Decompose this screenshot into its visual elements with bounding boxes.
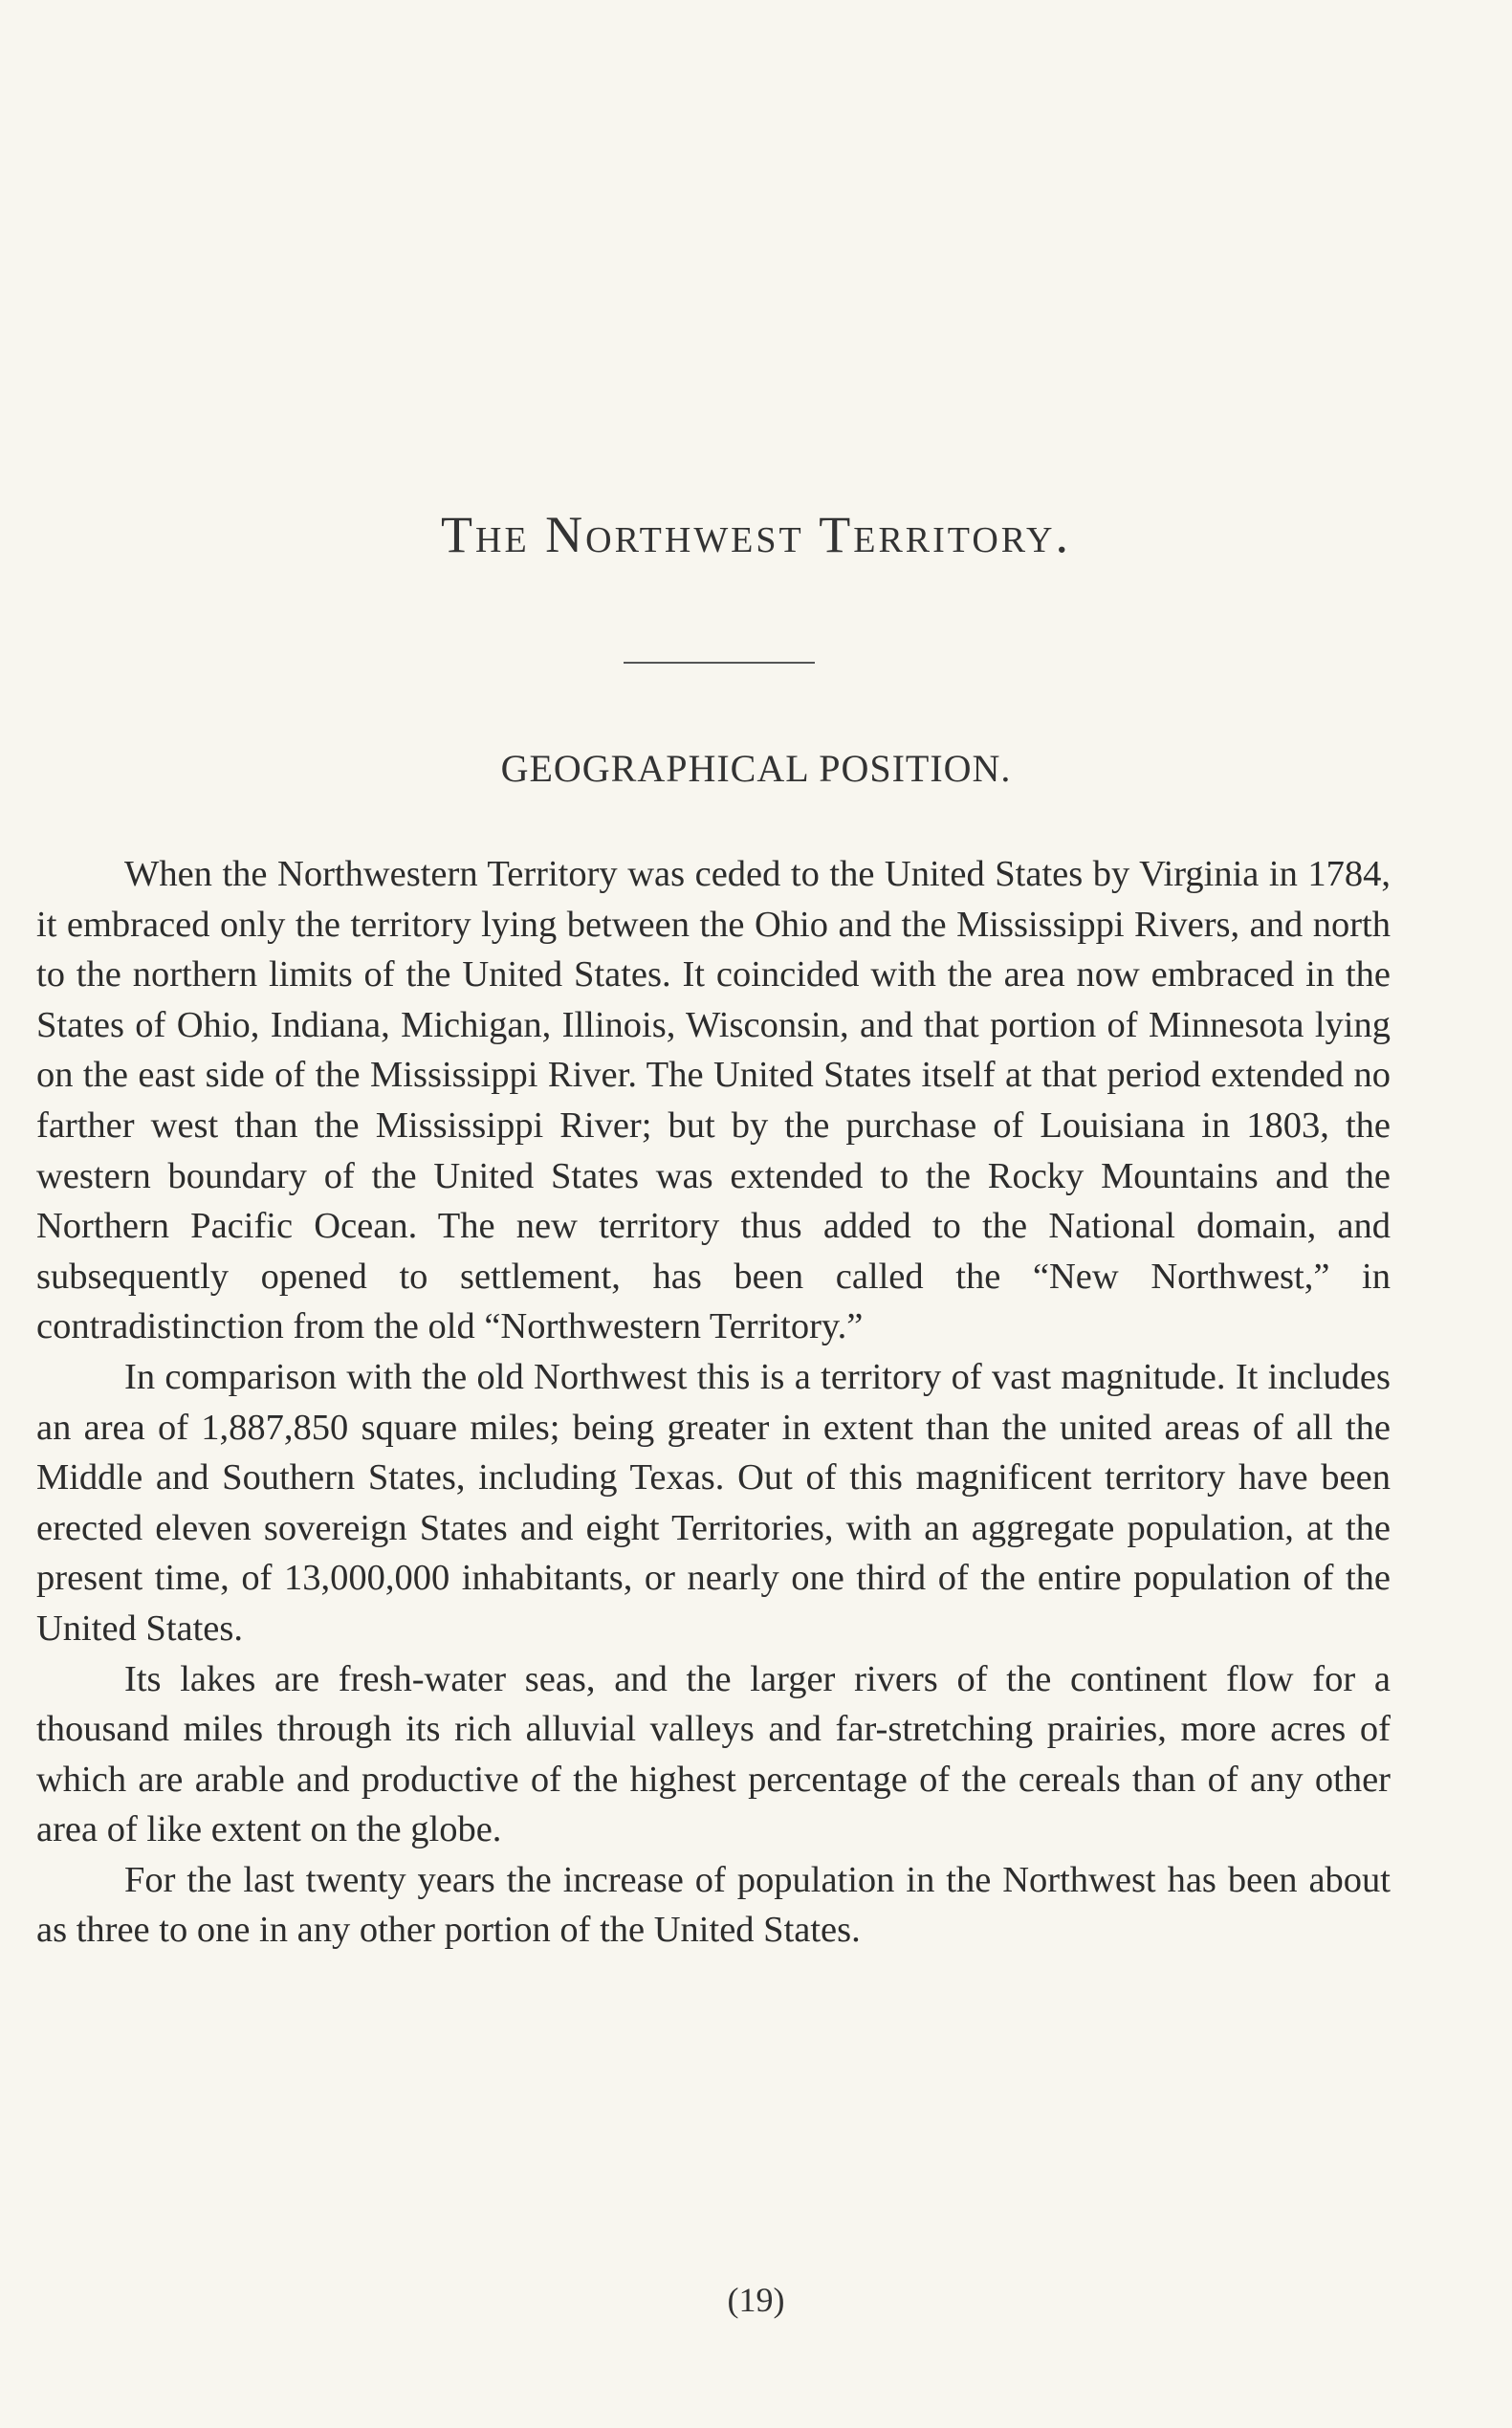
paragraph: For the last twenty years the increase of population in the Northwest has been about as three to one in any other portion of the United States.	[36, 1859, 1391, 1951]
page-number: (19)	[727, 2281, 785, 2319]
paragraph: In comparison with the old Northwest this is a territory of vast magnitude. It includes an area of 1,887,850 square miles; being greater in extent than the united areas of all the Middle and Southern States, including Texas. Out of this magnificent territory have been erected eleven sovereign States and eight Territories, with an aggregate population, at the present time, of 13,000,000 inhabitants, or nearly one third of the entire population of the United States.	[36, 1356, 1391, 1649]
page-title: The Northwest Territory.	[441, 506, 1071, 563]
body-text	[36, 849, 1391, 1956]
title-divider	[624, 662, 815, 664]
paragraph: When the Northwestern Territory was ceded to the United States by Virginia in 1784, it embraced only the territory lying between the Ohio and the Mississippi Rivers, and north to the northern limits of the United States. It coincided with the area now embraced in the States of Ohio, Indiana, Michigan, Illinois, Wisconsin, and that portion of Minnesota lying on the east side of the Mississippi River. The United States itself at that period extended no farther west than the Mississippi River; but by the purchase of Louisiana in 1803, the western boundary of the United States was extended to the Rocky Mountains and the Northern Pacific Ocean. The new territory thus added to the National domain, and subsequently opened to settlement, has been called the “New Northwest,” in contradistinction from the old “Northwestern Territory.”	[36, 854, 1391, 1347]
section-heading: GEOGRAPHICAL POSITION.	[500, 747, 1012, 790]
paragraph: Its lakes are fresh-water seas, and the larger rivers of the continent flow for a thousand miles through its rich alluvial valleys and far-stretching prairies, more acres of which are arable and productive of the highest percentage of the cereals than of any other area of like extent on the globe.	[36, 1658, 1391, 1850]
